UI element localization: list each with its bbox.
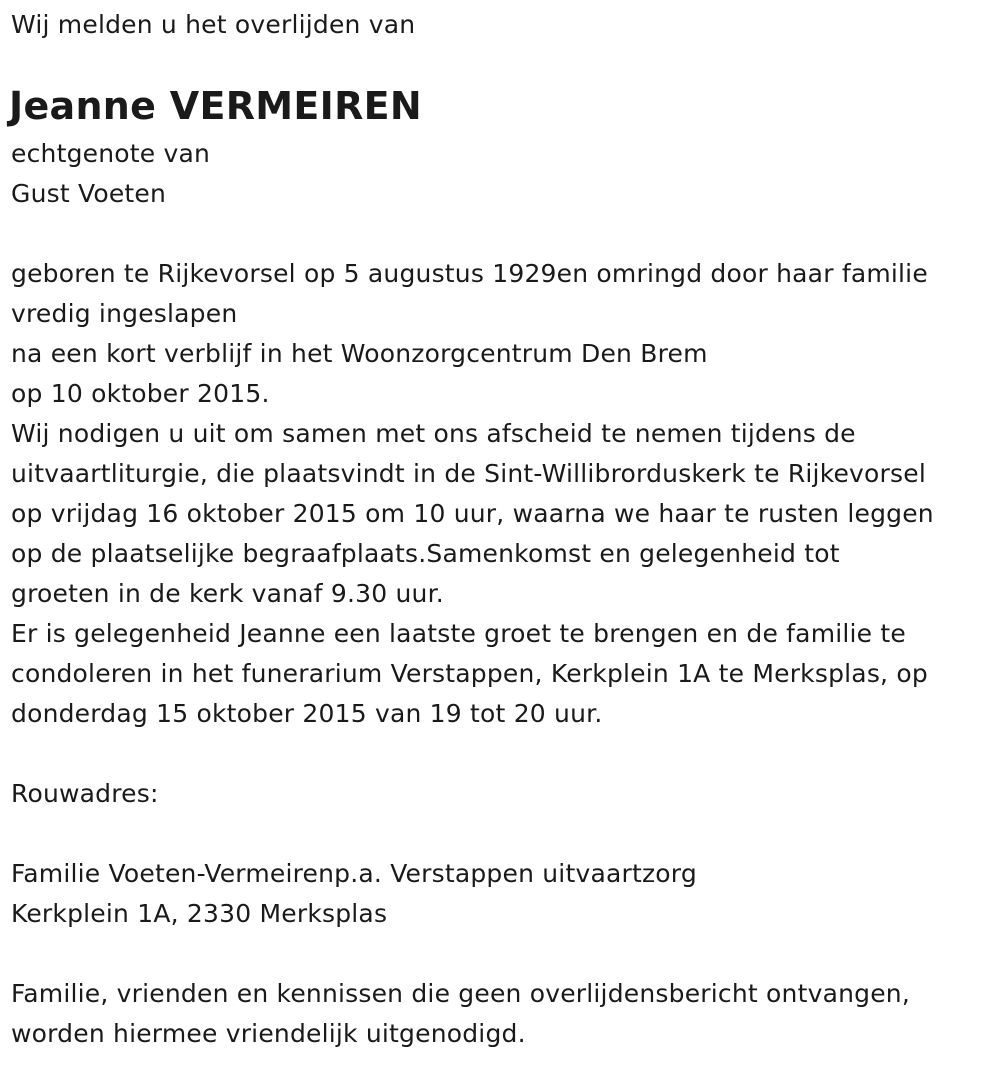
body-line: groeten in de kerk vanaf 9.30 uur. bbox=[11, 579, 444, 608]
rouwadres-label: Rouwadres: bbox=[11, 779, 159, 808]
body-line: geboren te Rijkevorsel op 5 augustus 1929en omringd door haar familie bbox=[11, 259, 928, 288]
address-line: Familie Voeten-Vermeirenp.a. Verstappen uitvaartzorg bbox=[11, 859, 697, 888]
body-line: donderdag 15 oktober 2015 van 19 tot 20 uur. bbox=[11, 699, 603, 728]
rouwadres-section bbox=[11, 774, 159, 814]
body-line: Er is gelegenheid Jeanne een laatste groet te brengen en de familie te bbox=[11, 619, 906, 648]
body-line: condoleren in het funerarium Verstappen, Kerkplein 1A te Merksplas, op bbox=[11, 659, 928, 688]
body-line: op 10 oktober 2015. bbox=[11, 379, 270, 408]
invitation-section bbox=[11, 974, 910, 1054]
obituary-body bbox=[11, 254, 934, 734]
body-line: op de plaatselijke begraafplaats.Samenkomst en gelegenheid tot bbox=[11, 539, 840, 568]
address-section bbox=[11, 854, 697, 934]
spouse-relation: echtgenote van bbox=[11, 139, 211, 168]
body-line: na een kort verblijf in het Woonzorgcentrum Den Brem bbox=[11, 339, 708, 368]
invitation-line: worden hiermee vriendelijk uitgenodigd. bbox=[11, 1019, 526, 1048]
intro-section bbox=[11, 5, 415, 45]
spouse-section bbox=[11, 134, 210, 214]
intro-text: Wij melden u het overlijden van bbox=[11, 10, 416, 39]
body-line: vredig ingeslapen bbox=[11, 299, 238, 328]
address-line: Kerkplein 1A, 2330 Merksplas bbox=[11, 899, 388, 928]
body-line: uitvaartliturgie, die plaatsvindt in de Sint-Willibrorduskerk te Rijkevorsel bbox=[11, 459, 926, 488]
body-line: op vrijdag 16 oktober 2015 om 10 uur, waarna we haar te rusten leggen bbox=[11, 499, 934, 528]
invitation-line: Familie, vrienden en kennissen die geen overlijdensbericht ontvangen, bbox=[11, 979, 910, 1008]
deceased-name: Jeanne VERMEIREN bbox=[9, 84, 423, 128]
spouse-name: Gust Voeten bbox=[11, 179, 167, 208]
body-line: Wij nodigen u uit om samen met ons afscheid te nemen tijdens de bbox=[11, 419, 856, 448]
